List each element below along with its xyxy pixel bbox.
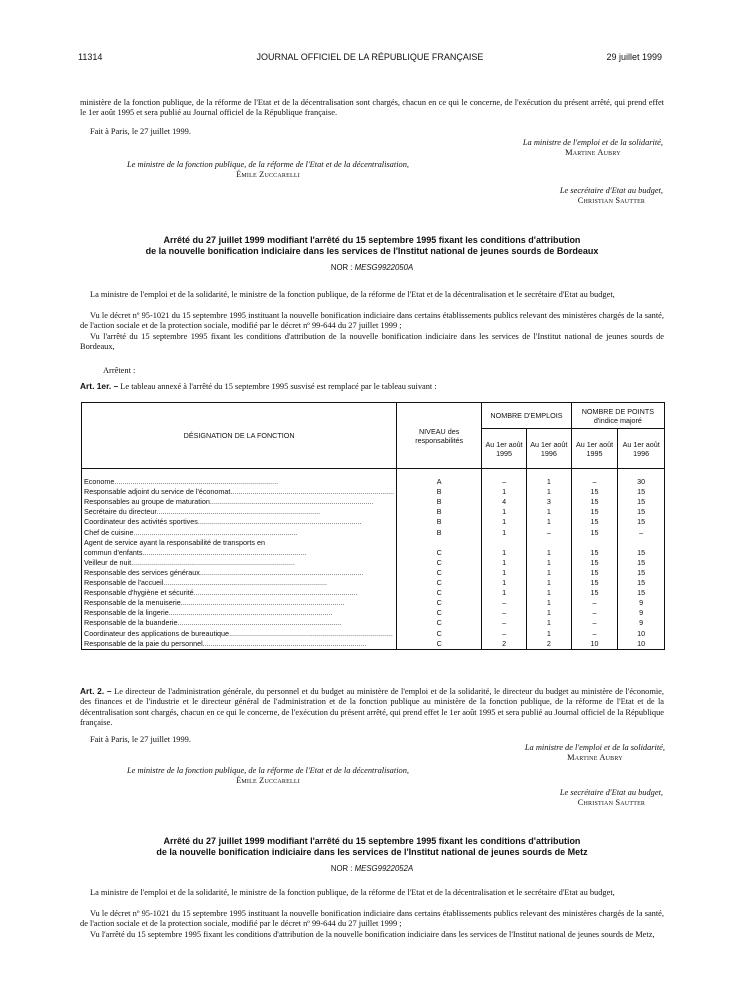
cell-p96 [618,538,665,548]
cell-n: C [397,578,482,588]
article-label: Art. 2. – [80,686,112,696]
cell-e95: 1 [482,527,527,537]
cell-p96: 15 [618,588,665,598]
fonction-label: Responsable de l'accueil [84,578,164,588]
title-line: de la nouvelle bonification indiciaire dans les services de l'Institut national de jeunes sourds de Metz [156,847,588,857]
table-cell [482,469,527,478]
col-sub: Au 1er août 1996 [526,429,571,469]
cell-fonction [82,608,397,618]
table-cell [571,469,618,478]
cell-p95 [571,538,618,548]
arrete-metz-title [80,836,664,858]
issue-date: 29 juillet 1999 [606,52,662,62]
fonction-label: Responsable de la lingerie [84,608,169,618]
leader-dots: .................................................................................. [142,547,307,557]
cell-n: C [397,618,482,628]
leader-dots: .................................................................................. [156,507,321,517]
cell-n: C [397,639,482,650]
table-row [82,487,665,497]
signature-role: La ministre de l'emploi et de la solidarité, [522,138,663,147]
cell-e96: 1 [526,558,571,568]
cell-e95: 1 [482,487,527,497]
table-cell [526,469,571,478]
nor-reference [80,263,664,272]
col-designation: DÉSIGNATION DE LA FONCTION [82,403,397,469]
cell-p95: – [571,608,618,618]
table-row [82,628,665,638]
visa-decret: Vu le décret nº 95-1021 du 15 septembre 1995 instituant la nouvelle bonification indiciaire dans certains établissements publics relevant des ministères chargés de la santé, de l'action sociale et de la protection sociale, modifié par le décret nº 99-644 du 27 juillet 1999 ; [80,311,664,331]
visa-ministres: La ministre de l'emploi et de la solidarité, le ministre de la fonction publique, de la réforme de l'Etat et de la décentralisation et le secrétaire d'Etat au budget, [90,888,615,897]
cell-fonction [82,487,397,497]
article-text: Le tableau annexé à l'arrêté du 15 septembre 1995 susvisé est remplacé par le tableau suivant : [120,382,437,391]
visa-ministres: La ministre de l'emploi et de la solidarité, le ministre de la fonction publique, de la réforme de l'Etat et de la décentralisation et le secrétaire d'Etat au budget, [90,290,615,299]
cell-e96: 1 [526,568,571,578]
cell-n: C [397,548,482,558]
cell-e95: – [482,477,527,487]
signature-role: Le ministre de la fonction publique, de la réforme de l'Etat et de la décentralisation, [127,160,409,169]
cell-p96: 9 [618,598,665,608]
cell-p95: 15 [571,568,618,578]
cell-e95: 1 [482,568,527,578]
cell-e96: – [526,527,571,537]
fonction-label: Responsable des services généraux [84,567,200,577]
cell-n [397,538,482,548]
cell-e96: 1 [526,517,571,527]
cell-e96: 1 [526,618,571,628]
cell-p96: 30 [618,477,665,487]
cell-e95: 1 [482,517,527,527]
fonction-label: Responsable de la menuiserie [84,598,181,608]
table-row [82,588,665,598]
cell-fonction [82,618,397,628]
cell-fonction [82,628,397,638]
cell-e95: 1 [482,507,527,517]
signature-name: Émile Zuccarelli [236,776,300,786]
cell-n: C [397,588,482,598]
leader-dots: .................................................................................. [180,598,345,608]
cell-fonction [82,548,397,558]
cell-e96: 1 [526,578,571,588]
article-1 [80,381,664,392]
cell-e95: – [482,598,527,608]
nbi-table [81,402,665,650]
table-spacer-row [82,469,665,478]
cell-fonction [82,497,397,507]
cell-fonction [82,639,397,650]
cell-e95 [482,538,527,548]
fonction-label: Responsable de la buanderie [84,618,178,628]
cell-n: C [397,598,482,608]
cell-e95: 1 [482,578,527,588]
leader-dots: .................................................................................. [202,638,367,648]
leader-dots: .................................................................................. [163,578,328,588]
cell-p96: 15 [618,548,665,558]
table-cell [82,469,397,478]
cell-e95: 1 [482,548,527,558]
table-cell [397,469,482,478]
title-line: de la nouvelle bonification indiciaire dans les services de l'Institut national de jeunes sourds de Bordeaux [145,246,599,256]
fonction-label: Coordinateur des applications de bureautique [84,628,230,638]
signature-secretaire-budget [560,186,663,207]
visa-decret: Vu le décret nº 95-1021 du 15 septembre 1995 instituant la nouvelle bonification indiciaire dans certains établissements publics relevant des ministères chargés de la santé, de l'action sociale et de la protection sociale, modifié par le décret nº 99-644 du 27 juillet 1999 ; [80,909,664,929]
signature-name: Émile Zuccarelli [236,170,300,180]
cell-n: B [397,487,482,497]
cell-e95: 1 [482,588,527,598]
leader-dots: .................................................................................. [114,477,279,487]
signature-ministre-emploi [525,743,665,764]
cell-n: B [397,507,482,517]
fonction-label: Veilleur de nuit [84,557,132,567]
cell-p96: 15 [618,497,665,507]
leader-dots: .................................................................................. [168,608,333,618]
signature-name: Christian Sautter [577,798,646,808]
table-row [82,598,665,608]
cell-p95: – [571,477,618,487]
cell-e95: 1 [482,558,527,568]
cell-fonction [82,477,397,487]
fonction-label: Responsable de la paie du personnel [84,638,203,648]
fonction-label: Econome [84,477,115,487]
cell-p95: – [571,598,618,608]
cell-n: B [397,517,482,527]
cell-p96: 15 [618,517,665,527]
cell-e95: 4 [482,497,527,507]
article-text: Le directeur de l'administration générale, du personnel et du budget au ministère de l'emploi et de la solidarité, le directeur du budget au ministère de l'économie, des finances et de l'industrie et le directeur général de l'administration et de la fonction publique au ministère de la fonction publique, de la réforme de l'Etat et de la décentralisation sont chargés, chacun en ce qui le concerne, de l'exécution du présent arrêté, qui prend effet le 1er août 1995 et sera publié au Journal officiel de la République française. [80,687,664,728]
signature-role: La ministre de l'emploi et de la solidarité, [524,743,665,752]
cell-fonction [82,517,397,527]
cell-p95: 15 [571,588,618,598]
cell-fonction [82,588,397,598]
table-row [82,618,665,628]
cell-e96: 1 [526,628,571,638]
nor-code: MESG9922050A [354,263,414,272]
cell-n: B [397,527,482,537]
cell-p96: 15 [618,507,665,517]
leader-dots: .................................................................................. [229,628,393,638]
table-row [82,578,665,588]
col-sub: Au 1er août 1995 [571,429,618,469]
col-sub: Au 1er août 1996 [618,429,665,469]
table-row [82,568,665,578]
leader-dots: .................................................................................. [230,487,395,497]
cell-fonction [82,538,397,548]
cell-n: C [397,628,482,638]
title-line: Arrêté du 27 juillet 1999 modifiant l'arrêté du 15 septembre 1995 fixant les conditions d'attribution [163,836,581,846]
table-cell [618,469,665,478]
cell-fonction [82,578,397,588]
fait-a-paris: Fait à Paris, le 27 juillet 1999. [90,735,191,744]
fonction-label: Secrétaire du directeur [84,507,157,517]
signature-ministre-emploi [523,138,663,159]
signature-name: Christian Sautter [577,196,646,206]
arretent: Arrêtent : [103,366,136,375]
intro-paragraph: ministère de la fonction publique, de la réforme de l'Etat et de la décentralisation sont chargés, chacun en ce qui le concerne, de l'exécution du présent arrêté, qui prend effet le 1er août 1995 et sera publié au Journal officiel de la République française. [80,98,664,118]
cell-p95: 15 [571,578,618,588]
cell-p95: – [571,628,618,638]
cell-e96: 1 [526,548,571,558]
fonction-label: Coordinateur des activités sportives [84,517,198,527]
cell-p95: 10 [571,639,618,650]
cell-p95: 15 [571,548,618,558]
table-row [82,608,665,618]
table-row [82,639,665,650]
cell-fonction [82,598,397,608]
cell-p95: 15 [571,558,618,568]
signature-name: Martine Aubry [567,753,623,763]
fonction-label: Chef de cuisine [84,527,134,537]
col-sub: Au 1er août 1995 [482,429,527,469]
cell-e96: 3 [526,497,571,507]
fonction-label: Responsable adjoint du service de l'économat [84,487,231,497]
cell-e96: 2 [526,639,571,650]
leader-dots: .................................................................................. [199,567,364,577]
cell-p95: 15 [571,487,618,497]
leader-dots: .................................................................................. [177,618,342,628]
cell-n: C [397,568,482,578]
cell-e96: 1 [526,608,571,618]
visa-arrete: Vu l'arrêté du 15 septembre 1995 fixant les conditions d'attribution de la nouvelle bonification indiciaire dans les services de l'Institut national de jeunes sourds de Metz, [90,930,655,939]
cell-fonction [82,507,397,517]
nor-label: NOR : [330,263,353,272]
fait-a-paris: Fait à Paris, le 27 juillet 1999. [90,127,191,136]
cell-p95: – [571,618,618,628]
fonction-label: commun d'enfants [84,547,143,557]
arrete-bordeaux-title [80,235,664,257]
signature-role: Le secrétaire d'Etat au budget, [559,186,663,195]
cell-p96: 10 [618,639,665,650]
fonction-label: Responsable d'hygiène et sécurité [84,588,194,598]
signature-name: Martine Aubry [565,148,621,158]
leader-dots: .................................................................................. [133,527,298,537]
cell-p96: 15 [618,568,665,578]
cell-p95: 15 [571,497,618,507]
cell-e96: 1 [526,487,571,497]
cell-e96: 1 [526,477,571,487]
table-row [82,497,665,507]
visa-arrete: Vu l'arrêté du 15 septembre 1995 fixant les conditions d'attribution de la nouvelle bonification indiciaire dans les services de l'Institut national de jeunes sourds de Bordeaux, [80,332,664,352]
cell-e95: – [482,618,527,628]
cell-n: B [397,497,482,507]
article-label: Art. 1er. – [80,381,119,391]
table-row [82,517,665,527]
cell-e95: – [482,608,527,618]
signature-role: Le ministre de la fonction publique, de la réforme de l'Etat et de la décentralisation, [127,766,409,775]
cell-p96: 15 [618,558,665,568]
cell-p96: 15 [618,578,665,588]
leader-dots: .................................................................................. [131,557,295,567]
cell-e95: 2 [482,639,527,650]
cell-p96: 15 [618,487,665,497]
cell-p96: 9 [618,608,665,618]
cell-n: A [397,477,482,487]
table-row [82,548,665,558]
table-row [82,527,665,537]
title-line: Arrêté du 27 juillet 1999 modifiant l'arrêté du 15 septembre 1995 fixant les conditions d'attribution [163,235,581,245]
cell-fonction [82,568,397,578]
fonction-label: Agent de service ayant la responsabilité de transports en [84,537,265,547]
table-row [82,538,665,548]
col-nombre-emplois: NOMBRE D'EMPLOIS [482,403,572,429]
leader-dots: .................................................................................. [193,588,358,598]
nor-code: MESG9922052A [354,864,414,873]
cell-fonction [82,558,397,568]
fonction-label: Responsables au groupe de maturation [84,497,210,507]
col-niveau: NIVEAU des responsabilités [397,403,482,469]
cell-p95: 15 [571,527,618,537]
cell-p95: 15 [571,507,618,517]
signature-ministre-fonction-publique [80,766,456,787]
leader-dots: .................................................................................. [209,497,374,507]
cell-p96: 10 [618,628,665,638]
cell-n: C [397,558,482,568]
page-number: 11314 [78,52,103,62]
table-row [82,507,665,517]
cell-e96: 1 [526,507,571,517]
col-nombre-points: NOMBRE DE POINTS d'indice majoré [571,403,664,429]
cell-e96 [526,538,571,548]
cell-e96: 1 [526,588,571,598]
table-row [82,477,665,487]
cell-fonction [82,527,397,537]
cell-p95: 15 [571,517,618,527]
cell-e96: 1 [526,598,571,608]
article-2 [80,686,664,729]
table-row [82,558,665,568]
cell-p96: 9 [618,618,665,628]
journal-title: JOURNAL OFFICIEL DE LA RÉPUBLIQUE FRANÇAISE [256,52,484,62]
nor-reference [80,864,664,873]
leader-dots: .................................................................................. [197,517,362,527]
cell-e95: – [482,628,527,638]
signature-role: Le secrétaire d'Etat au budget, [559,788,663,797]
nor-label: NOR : [330,864,353,873]
signature-secretaire-budget [560,788,663,809]
signature-ministre-fonction-publique [80,160,456,181]
cell-n: C [397,608,482,618]
cell-p96: – [618,527,665,537]
